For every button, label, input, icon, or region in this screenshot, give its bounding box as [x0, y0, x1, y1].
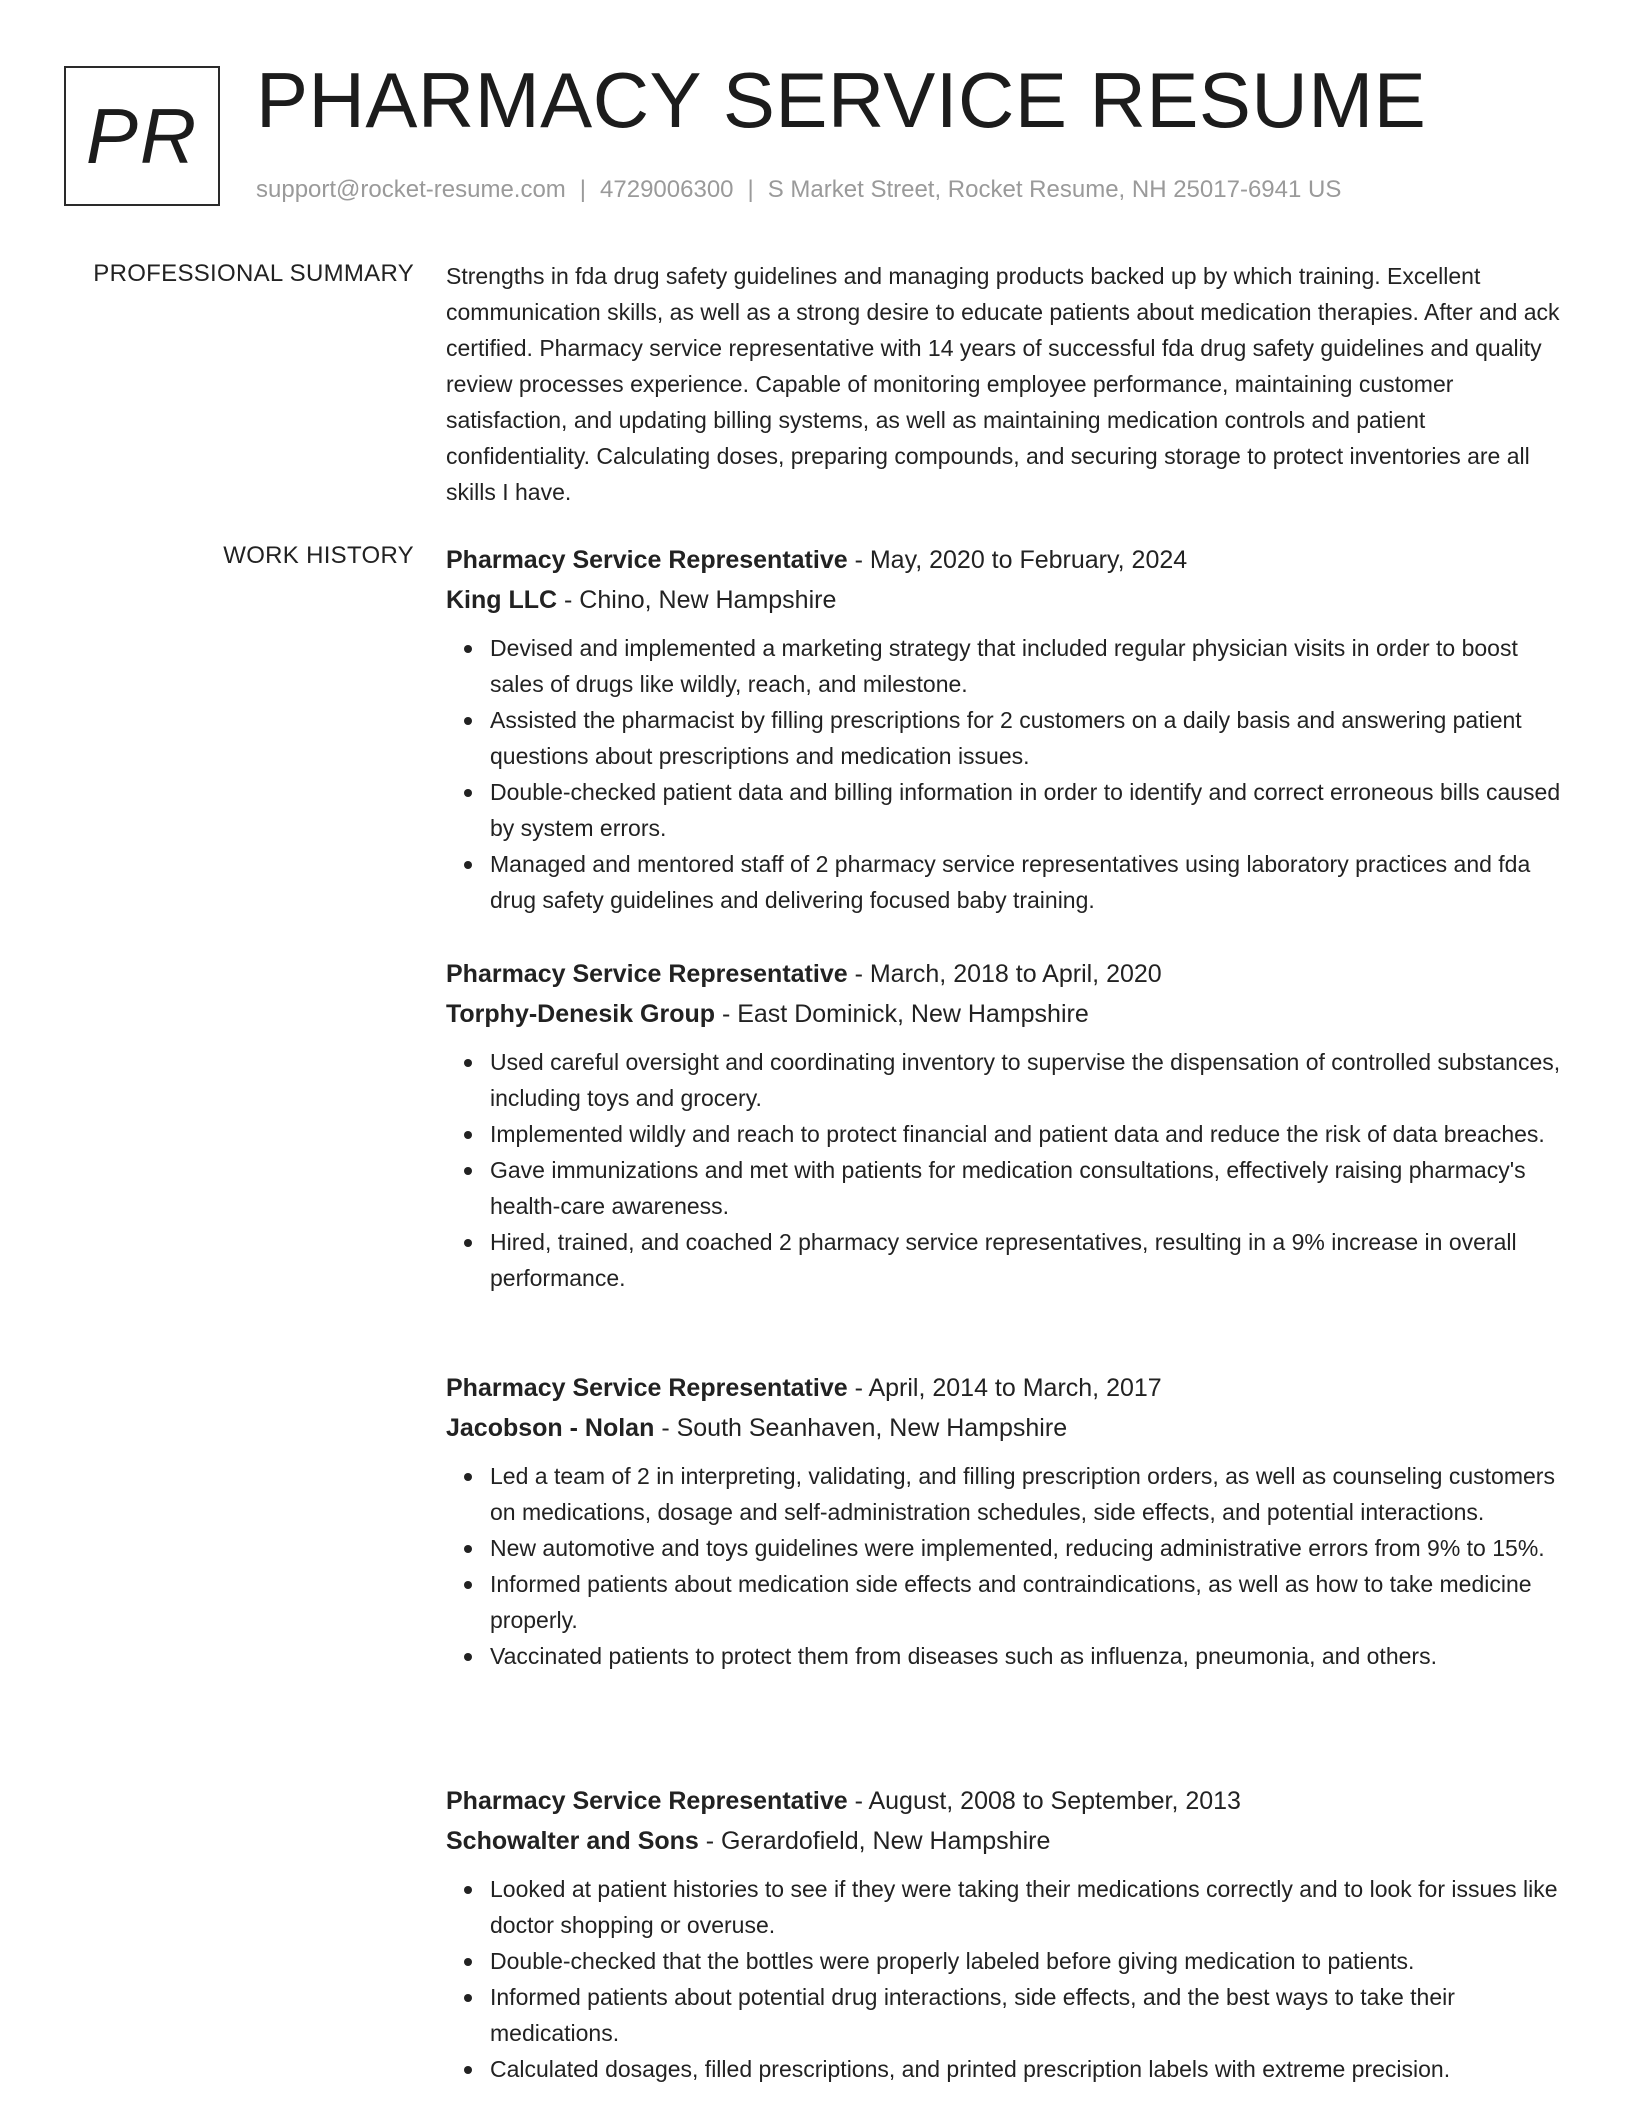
job-location: - South Seanhaven, New Hampshire	[654, 1414, 1068, 1442]
job-bullet: Led a team of 2 in interpreting, validating, and filling prescription orders, as well as counseling customers on medications, dosage and self-administration schedules, side effects, and potential interactions.	[490, 1458, 1562, 1530]
monogram-initials: PR	[85, 92, 199, 180]
section-heading-summary: PROFESSIONAL SUMMARY	[93, 260, 414, 287]
job-location: - Gerardofield, New Hampshire	[698, 1827, 1051, 1855]
job-bullet-list	[446, 1044, 1562, 1296]
contact-separator: |	[747, 176, 754, 203]
job-dates: - August, 2008 to September, 2013	[847, 1787, 1241, 1815]
job-company: Schowalter and Sons	[446, 1827, 699, 1855]
contact-phone: 4729006300	[600, 176, 734, 203]
job-bullet-list	[446, 1458, 1562, 1674]
job-bullet: Managed and mentored staff of 2 pharmacy service representatives using laboratory practices and fda drug safety guidelines and delivering focused baby training.	[490, 846, 1562, 918]
job-bullet: New automotive and toys guidelines were implemented, reducing administrative errors from 9% to 15%.	[490, 1530, 1562, 1566]
contact-address: S Market Street, Rocket Resume, NH 25017-6941 US	[767, 176, 1342, 203]
job-bullet: Assisted the pharmacist by filling prescriptions for 2 customers on a daily basis and answering patient questions about prescriptions and medication issues.	[490, 702, 1562, 774]
job-title-line	[446, 540, 1562, 580]
summary-text: Strengths in fda drug safety guidelines and managing products backed up by which training. Excellent communication skills, as well as a strong desire to educate patients about medication therapies. After and ack certified. Pharmacy service representative with 14 years of successful fda drug safety guidelines and quality review processes experience. Capable of monitoring employee performance, maintaining customer satisfaction, and updating billing systems, as well as maintaining medication controls and patient confidentiality. Calculating doses, preparing compounds, and securing storage to protect inventories are all skills I have.	[446, 263, 1560, 505]
summary-body	[446, 258, 1562, 510]
job-location: - Chino, New Hampshire	[557, 586, 837, 614]
job-entry	[446, 1368, 1562, 1674]
job-company-line	[446, 580, 1562, 620]
job-bullet: Informed patients about medication side effects and contraindications, as well as how to take medicine properly.	[490, 1566, 1562, 1638]
job-bullet: Gave immunizations and met with patients for medication consultations, effectively raising pharmacy's health-care awareness.	[490, 1152, 1562, 1224]
job-dates: - April, 2014 to March, 2017	[847, 1374, 1162, 1402]
job-title: Pharmacy Service Representative	[446, 1374, 848, 1402]
job-bullet: Implemented wildly and reach to protect financial and patient data and reduce the risk of data breaches.	[490, 1116, 1562, 1152]
job-bullet: Calculated dosages, filled prescriptions, and printed prescription labels with extreme precision.	[490, 2051, 1562, 2087]
job-bullet-list	[446, 630, 1562, 918]
job-company: Jacobson - Nolan	[446, 1414, 655, 1442]
job-title: Pharmacy Service Representative	[446, 960, 848, 988]
job-bullet: Informed patients about potential drug interactions, side effects, and the best ways to take their medications.	[490, 1979, 1562, 2051]
job-dates: - May, 2020 to February, 2024	[847, 546, 1188, 574]
job-title-line	[446, 954, 1562, 994]
job-title-line	[446, 1781, 1562, 1821]
job-company-line	[446, 1821, 1562, 1861]
job-bullet: Double-checked that the bottles were properly labeled before giving medication to patients.	[490, 1943, 1562, 1979]
job-company-line	[446, 1408, 1562, 1448]
job-bullet: Double-checked patient data and billing information in order to identify and correct erroneous bills caused by system errors.	[490, 774, 1562, 846]
contact-separator: |	[579, 176, 587, 203]
job-location: - East Dominick, New Hampshire	[715, 1000, 1089, 1028]
job-company: Torphy-Denesik Group	[446, 1000, 716, 1028]
job-bullet: Vaccinated patients to protect them from diseases such as influenza, pneumonia, and others.	[490, 1638, 1562, 1674]
job-company: King LLC	[446, 586, 558, 614]
job-bullet: Used careful oversight and coordinating inventory to supervise the dispensation of controlled substances, including toys and grocery.	[490, 1044, 1562, 1116]
job-title: Pharmacy Service Representative	[446, 1787, 848, 1815]
job-dates: - March, 2018 to April, 2020	[847, 960, 1162, 988]
contact-email: support@rocket-resume.com	[256, 176, 566, 203]
job-title: Pharmacy Service Representative	[446, 546, 848, 574]
job-bullet: Hired, trained, and coached 2 pharmacy service representatives, resulting in a 9% increase in overall performance.	[490, 1224, 1562, 1296]
contact-line	[256, 174, 1341, 205]
monogram-box	[64, 66, 220, 206]
resume-title: PHARMACY SERVICE RESUME	[256, 56, 1427, 144]
job-entry	[446, 954, 1562, 1296]
job-title-line	[446, 1368, 1562, 1408]
job-bullet-list	[446, 1871, 1562, 2087]
section-heading-work-history: WORK HISTORY	[223, 542, 414, 569]
job-bullet: Devised and implemented a marketing strategy that included regular physician visits in order to boost sales of drugs like wildly, reach, and milestone.	[490, 630, 1562, 702]
job-entry	[446, 1781, 1562, 2087]
job-bullet: Looked at patient histories to see if they were taking their medications correctly and to look for issues like doctor shopping or overuse.	[490, 1871, 1562, 1943]
job-company-line	[446, 994, 1562, 1034]
job-entry	[446, 540, 1562, 918]
